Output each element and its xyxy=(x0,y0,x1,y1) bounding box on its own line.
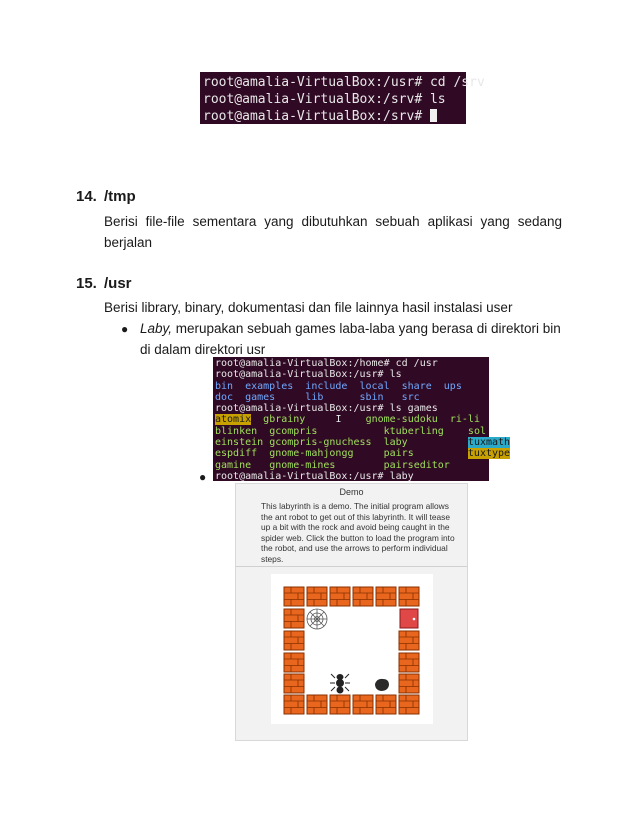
terminal-prompt: root@amalia-VirtualBox:/srv# xyxy=(203,109,423,124)
section-15-description: Berisi library, binary, dokumentasi dan file lainnya hasil instalasi user xyxy=(104,300,513,315)
ls-entry: pairs xyxy=(383,448,414,460)
terminal-srv-screenshot xyxy=(200,72,485,124)
demo-divider xyxy=(236,566,467,567)
ls-entry: gnome-mines xyxy=(269,459,336,471)
bullet-term: Laby, xyxy=(140,321,173,336)
laby-demo-screenshot xyxy=(235,483,468,741)
terminal-line: atomix gbrainy I gnome-sudoku ri-li xyxy=(215,414,480,426)
ls-entry: einstein xyxy=(215,437,264,449)
labyrinth-view xyxy=(271,574,433,724)
terminal-prompt: root@amalia-VirtualBox:/srv# xyxy=(203,92,423,107)
bullet-laby-text xyxy=(140,318,564,360)
ls-entry: gcompris-gnuchess xyxy=(269,437,372,449)
terminal-command: ls xyxy=(422,92,446,107)
section-number: 15. xyxy=(76,275,97,292)
terminal-line: root@amalia-VirtualBox:/usr# ls games xyxy=(215,403,438,415)
bullet-icon: ● xyxy=(121,322,129,336)
ls-entry: gbrainy xyxy=(263,414,306,426)
terminal-command xyxy=(422,109,430,124)
terminal-line xyxy=(203,91,463,108)
terminal-line xyxy=(203,108,463,125)
bullet-icon: ● xyxy=(199,470,207,484)
demo-title: Demo xyxy=(339,487,364,497)
terminal-line xyxy=(203,74,485,91)
terminal-line xyxy=(215,426,487,437)
ls-entry: tuxtype xyxy=(467,448,511,460)
section-number: 14. xyxy=(76,188,97,205)
terminal-line xyxy=(215,448,511,460)
demo-description: This labyrinth is a demo. The initial program allows the ant robot to get out of this labyrinth. It will tease up a bit with the rock and avoid being caught in the spider web. Click the button to load the program into the robot, and use the arrows to perform individual steps. xyxy=(261,501,455,564)
terminal-cursor xyxy=(430,109,437,122)
bullet-description: merupakan sebuah games laba-laba yang berasa di direktori bin di dalam direktori usr xyxy=(140,321,561,357)
ls-entry: gnome-sudoku xyxy=(365,414,438,426)
terminal-line: doc games lib sbin src xyxy=(215,391,420,403)
labyrinth-grid xyxy=(271,574,433,724)
ls-entry: tuxmath xyxy=(467,437,511,449)
ls-entry: gnome-mahjongg xyxy=(269,448,354,460)
terminal-command: cd /srv xyxy=(422,75,485,90)
ls-entry: gcompris xyxy=(269,425,318,437)
terminal-line xyxy=(215,437,511,449)
section-title: /usr xyxy=(104,275,132,292)
ls-entry: ktuberling xyxy=(383,425,444,437)
ls-entry: blinken xyxy=(215,425,258,437)
section-15-heading xyxy=(76,275,132,292)
ls-entry: espdiff xyxy=(215,448,258,460)
ls-entry: ri-li xyxy=(449,414,480,426)
section-14-heading xyxy=(76,188,136,205)
terminal-line: root@amalia-VirtualBox:/usr# laby xyxy=(215,470,414,482)
terminal-usr-screenshot xyxy=(213,357,511,482)
terminal-line: root@amalia-VirtualBox:/usr# ls xyxy=(215,369,402,381)
terminal-line: root@amalia-VirtualBox:/home# cd /usr xyxy=(215,358,438,369)
ls-entry: atomix xyxy=(215,414,252,426)
terminal-line xyxy=(215,460,487,471)
section-14-description: Berisi file-file sementara yang dibutuhkan sebuah aplikasi yang sedang berjalan xyxy=(104,214,562,250)
terminal-prompt: root@amalia-VirtualBox:/usr# xyxy=(203,75,423,90)
section-title: /tmp xyxy=(104,188,136,205)
terminal-line: bin examples include local share ups xyxy=(215,380,462,392)
ls-entry: laby xyxy=(383,437,408,449)
ls-entry: pairseditor xyxy=(383,459,450,471)
ls-entry: gamine xyxy=(215,459,252,471)
ls-entry: sol xyxy=(467,425,486,437)
